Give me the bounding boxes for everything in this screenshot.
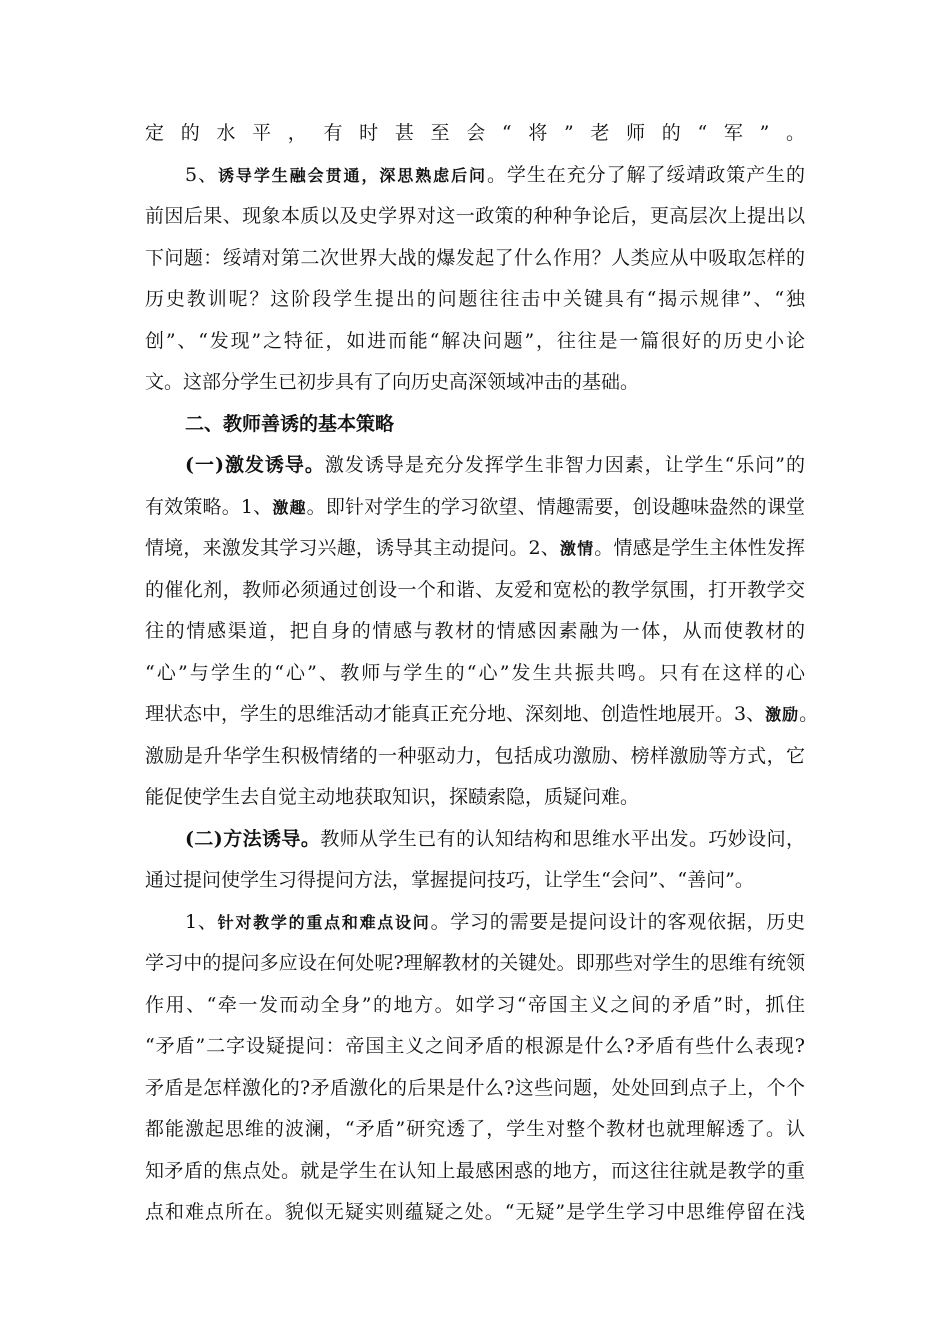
emphasis-phrase: 激情 xyxy=(559,539,595,558)
text-line xyxy=(185,910,805,935)
text-line xyxy=(145,495,805,520)
text-line xyxy=(185,827,805,851)
text-segment: 理状态中，学生的思维活动才能真正充分地、深刻地、创造性地展开。3、 xyxy=(145,703,766,725)
emphasis-phrase: 激励 xyxy=(765,705,800,724)
text-line xyxy=(145,370,639,394)
text-segment: “矛盾”二字设疑提问：帝国主义之间矛盾的根源是什么?矛盾有些什么表现? xyxy=(145,1035,805,1057)
text-segment: 情境，来激发其学习兴趣，诱导其主动提问。2、 xyxy=(145,537,560,559)
text-segment: 。即针对学生的学习欲望、情趣需要，创设趣味盎然的课堂 xyxy=(306,496,805,518)
text-segment: 教师从学生已有的认知结构和思维水平出发。巧妙设问， xyxy=(320,828,805,850)
emphasis-phrase: 针对教学的重点和难点设问 xyxy=(217,913,431,932)
text-line xyxy=(145,702,819,727)
text-segment: 学习中的提问多应设在何处呢?理解教材的关键处。即那些对学生的思维有统领 xyxy=(145,952,805,974)
text-line xyxy=(145,204,805,228)
text-line xyxy=(145,536,805,561)
text-segment: 能促使学生去自觉主动地获取知识，探赜索隐，质疑问难。 xyxy=(145,786,640,808)
section-heading xyxy=(185,412,394,436)
heading-text: 二、教师善诱的基本策略 xyxy=(185,413,395,435)
text-line xyxy=(145,744,805,768)
text-segment: 作用、“牵一发而动全身”的地方。如学习“帝国主义之间的矛盾”时，抓住 xyxy=(145,994,805,1016)
text-segment: 1、 xyxy=(185,911,218,933)
text-segment: 矛盾是怎样激化的?矛盾激化的后果是什么?这些问题，处处回到点子上，个个 xyxy=(145,1077,805,1099)
text-line xyxy=(145,121,805,145)
text-segment: 都能激起思维的波澜，“矛盾”研究透了，学生对整个教材也就理解透了。认 xyxy=(145,1118,805,1140)
text-line xyxy=(145,1076,805,1100)
text-line xyxy=(185,453,805,477)
text-line xyxy=(145,785,639,809)
text-line xyxy=(145,287,805,311)
text-line xyxy=(145,1200,805,1224)
text-segment: 有效策略。1、 xyxy=(145,496,273,518)
text-line xyxy=(185,163,805,188)
text-line xyxy=(145,868,754,892)
text-segment: 激发诱导是充分发挥学生非智力因素，让学生“乐问”的 xyxy=(324,454,805,476)
text-line xyxy=(145,1034,805,1058)
text-segment: 激励是升华学生积极情绪的一种驱动力，包括成功激励、榜样激励等方式，它 xyxy=(145,745,805,767)
text-segment: 往的情感渠道，把自身的情感与教材的情感因素融为一体，从而使教材的 xyxy=(145,620,805,642)
text-segment: 。情感是学生主体性发挥 xyxy=(594,537,805,559)
text-line xyxy=(145,329,805,353)
emphasis-phrase: 激趣 xyxy=(272,498,307,517)
text-line xyxy=(145,993,805,1017)
text-segment: 。 xyxy=(799,703,819,725)
subheading-text: (一)激发诱导。 xyxy=(185,454,325,476)
text-line xyxy=(145,1159,805,1183)
text-line xyxy=(145,578,805,602)
text-segment: 知矛盾的焦点处。就是学生在认知上最感困惑的地方，而这往往就是教学的重 xyxy=(145,1160,805,1182)
text-segment: 点和难点所在。貌似无疑实则蕴疑之处。“无疑”是学生学习中思维停留在浅 xyxy=(145,1201,805,1223)
text-segment: 的催化剂，教师必须通过创设一个和谐、友爱和宽松的教学氛围，打开教学交 xyxy=(145,579,805,601)
text-segment: 5、 xyxy=(185,164,218,186)
text-line xyxy=(145,619,805,643)
text-segment: 定的水平，有时甚至会“将”老师的“军”。 xyxy=(145,122,805,144)
text-segment: 通过提问使学生习得提问方法，掌握提问技巧，让学生“会问”、“善问”。 xyxy=(145,869,754,891)
text-segment: 前因后果、现象本质以及史学界对这一政策的种种争论后，更高层次上提出以 xyxy=(145,205,805,227)
text-segment: 文。这部分学生已初步具有了向历史高深领域冲击的基础。 xyxy=(145,371,640,393)
text-line xyxy=(145,246,805,270)
text-segment: 。学习的需要是提问设计的客观依据，历史 xyxy=(430,911,805,933)
text-segment: 下问题：绥靖对第二次世界大战的爆发起了什么作用？人类应从中吸取怎样的 xyxy=(145,247,805,269)
emphasis-phrase: 诱导学生融会贯通，深思熟虑后问 xyxy=(217,166,487,185)
text-line xyxy=(145,1117,805,1141)
text-line xyxy=(145,661,805,685)
text-segment: 。学生在充分了解了绥靖政策产生的 xyxy=(486,164,805,186)
subheading-text: (二)方法诱导。 xyxy=(185,828,321,850)
text-segment: 历史教训呢？这阶段学生提出的问题往往击中关键具有“揭示规律”、“独 xyxy=(145,288,805,310)
text-segment: “心”与学生的“心”、教师与学生的“心”发生共振共鸣。只有在这样的心 xyxy=(145,662,805,684)
text-segment: 创”、“发现”之特征，如进而能“解决问题”，往往是一篇很好的历史小论 xyxy=(145,330,805,352)
text-line xyxy=(145,951,805,975)
